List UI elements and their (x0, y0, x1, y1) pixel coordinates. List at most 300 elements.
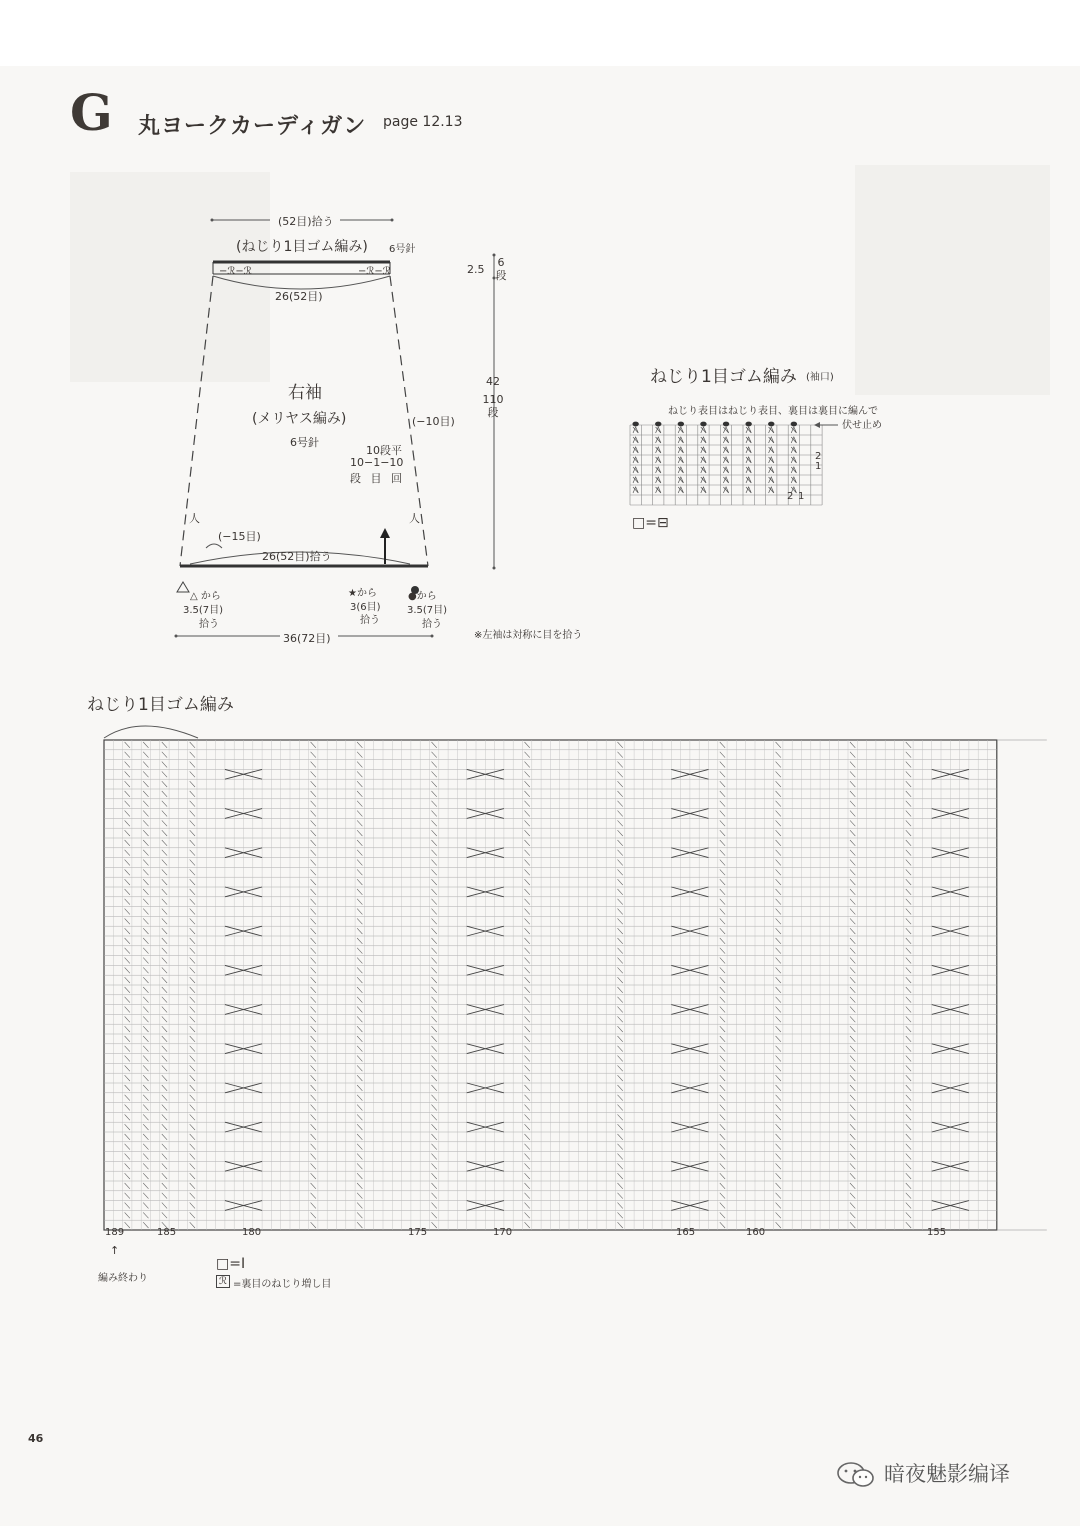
twisted-stitch-mark (143, 771, 148, 777)
twisted-stitch-mark (311, 781, 316, 787)
top-band-marks-right: −ℛ−ℛ (358, 266, 391, 277)
twisted-stitch-mark (357, 1036, 362, 1042)
pickup-triangle-1: △ から (190, 591, 221, 602)
twisted-stitch-mark (850, 1007, 855, 1013)
top-needle-label: 6号針 (389, 244, 416, 255)
twisted-stitch-mark (125, 1114, 130, 1120)
bind-off-mark (768, 422, 774, 427)
twisted-stitch-mark (432, 1046, 437, 1052)
twisted-stitch-mark (432, 1163, 437, 1169)
twisted-stitch-mark (525, 938, 530, 944)
twisted-stitch-mark (162, 1026, 167, 1032)
cuff-col-number-1: 1 (798, 491, 805, 502)
twisted-stitch-mark (906, 1193, 911, 1199)
twisted-stitch-mark (525, 1183, 530, 1189)
twisted-stitch-mark (850, 791, 855, 797)
twisted-stitch-mark (906, 1212, 911, 1218)
twisted-stitch-mark (525, 752, 530, 758)
twisted-stitch-mark (311, 830, 316, 836)
twisted-stitch-mark (776, 1085, 781, 1091)
top-band-marks-left: −ℛ−ℛ (219, 266, 252, 277)
twisted-stitch-mark (190, 879, 195, 885)
twisted-stitch-mark (906, 860, 911, 866)
twisted-stitch-mark (143, 928, 148, 934)
twisted-stitch-mark (525, 860, 530, 866)
twisted-stitch-mark (357, 752, 362, 758)
twisted-stitch-mark (432, 762, 437, 768)
twisted-knit-symbol (656, 437, 661, 443)
twisted-stitch-mark (143, 1026, 148, 1032)
twisted-stitch-mark (906, 1134, 911, 1140)
twisted-stitch-mark (720, 820, 725, 826)
twisted-stitch-mark (432, 879, 437, 885)
twisted-stitch-mark (190, 850, 195, 856)
twisted-stitch-mark (143, 1114, 148, 1120)
twisted-stitch-mark (432, 1065, 437, 1071)
twisted-stitch-mark (125, 967, 130, 973)
twisted-stitch-mark (143, 958, 148, 964)
twisted-stitch-mark (190, 1193, 195, 1199)
pickup-star-3: 拾う (360, 615, 380, 626)
twisted-stitch-mark (311, 1075, 316, 1081)
twisted-stitch-mark (906, 1163, 911, 1169)
pickup-star-1: ★から (348, 588, 377, 599)
twisted-stitch-mark (432, 938, 437, 944)
twisted-stitch-mark (311, 801, 316, 807)
twisted-stitch-mark (190, 860, 195, 866)
twisted-stitch-mark (357, 840, 362, 846)
twisted-stitch-mark (125, 1065, 130, 1071)
band-height-rows-1: 6 (497, 256, 505, 269)
twisted-stitch-mark (432, 811, 437, 817)
twisted-stitch-mark (311, 948, 316, 954)
twisted-stitch-mark (357, 997, 362, 1003)
twisted-stitch-mark (125, 811, 130, 817)
twisted-stitch-mark (432, 909, 437, 915)
twisted-stitch-mark (776, 879, 781, 885)
twisted-stitch-mark (720, 997, 725, 1003)
twisted-stitch-mark (618, 899, 623, 905)
twisted-stitch-mark (162, 1144, 167, 1150)
twisted-stitch-mark (357, 909, 362, 915)
twisted-stitch-mark (618, 1183, 623, 1189)
twisted-stitch-mark (143, 1183, 148, 1189)
symmetry-note: ※左袖は対称に目を拾う (474, 630, 583, 641)
twisted-stitch-mark (143, 860, 148, 866)
col-number-180: 180 (242, 1227, 262, 1238)
twisted-stitch-mark (618, 1065, 623, 1071)
twisted-stitch-mark (125, 752, 130, 758)
twisted-stitch-mark (162, 791, 167, 797)
twisted-stitch-mark (190, 781, 195, 787)
pickup-triangle-2: 3.5(7目) (183, 605, 224, 616)
twisted-stitch-mark (125, 840, 130, 846)
twisted-stitch-mark (906, 938, 911, 944)
col-number-155: 155 (927, 1227, 947, 1238)
section-letter: G (70, 83, 113, 142)
twisted-stitch-mark (357, 948, 362, 954)
twisted-stitch-mark (720, 1105, 725, 1111)
twisted-stitch-mark (525, 987, 530, 993)
cuff-chart-subtitle: (袖口) (806, 372, 834, 383)
sleeve-name: 右袖 (288, 383, 322, 403)
twisted-stitch-mark (162, 1154, 167, 1160)
twisted-stitch-mark (357, 1203, 362, 1209)
twisted-stitch-mark (190, 762, 195, 768)
twisted-stitch-mark (618, 830, 623, 836)
twisted-stitch-mark (906, 1105, 911, 1111)
twisted-knit-symbol (723, 447, 728, 453)
twisted-stitch-mark (525, 820, 530, 826)
twisted-stitch-mark (125, 1085, 130, 1091)
twisted-stitch-mark (525, 791, 530, 797)
twisted-stitch-mark (850, 771, 855, 777)
twisted-stitch-mark (906, 879, 911, 885)
twisted-stitch-mark (162, 840, 167, 846)
twisted-stitch-mark (125, 869, 130, 875)
twisted-stitch-mark (525, 1203, 530, 1209)
twisted-stitch-mark (776, 928, 781, 934)
twisted-stitch-mark (618, 771, 623, 777)
twisted-stitch-mark (432, 948, 437, 954)
twisted-knit-symbol (656, 467, 661, 473)
twisted-stitch-mark (720, 918, 725, 924)
twisted-stitch-mark (850, 948, 855, 954)
twisted-stitch-mark (162, 958, 167, 964)
twisted-stitch-mark (618, 869, 623, 875)
twisted-stitch-mark (143, 869, 148, 875)
twisted-stitch-mark (720, 1026, 725, 1032)
twisted-stitch-mark (125, 938, 130, 944)
twisted-stitch-mark (906, 967, 911, 973)
twisted-stitch-mark (850, 918, 855, 924)
twisted-stitch-mark (190, 1222, 195, 1228)
twisted-stitch-mark (776, 1193, 781, 1199)
twisted-stitch-mark (906, 909, 911, 915)
twisted-stitch-mark (190, 928, 195, 934)
twisted-stitch-mark (720, 781, 725, 787)
twisted-stitch-mark (525, 1105, 530, 1111)
twisted-stitch-mark (432, 1193, 437, 1199)
twisted-stitch-mark (432, 899, 437, 905)
twisted-stitch-mark (143, 918, 148, 924)
twisted-stitch-mark (906, 742, 911, 748)
twisted-stitch-mark (162, 752, 167, 758)
twisted-stitch-mark (143, 762, 148, 768)
twisted-stitch-mark (850, 1114, 855, 1120)
twisted-stitch-mark (311, 1212, 316, 1218)
twisted-stitch-mark (525, 928, 530, 934)
page-title: 丸ヨークカーディガン (138, 114, 367, 139)
top-pickup-label: (52目)拾う (278, 215, 334, 228)
twisted-stitch-mark (432, 801, 437, 807)
twisted-stitch-mark (143, 1124, 148, 1130)
twisted-stitch-mark (720, 1222, 725, 1228)
twisted-stitch-mark (720, 1193, 725, 1199)
twisted-stitch-mark (850, 1193, 855, 1199)
decrease-rule-3: 段 目 回 (350, 472, 405, 485)
twisted-stitch-mark (776, 742, 781, 748)
twisted-stitch-mark (162, 811, 167, 817)
twisted-stitch-mark (720, 899, 725, 905)
twisted-stitch-mark (357, 1193, 362, 1199)
twisted-stitch-mark (850, 997, 855, 1003)
twisted-stitch-mark (125, 1075, 130, 1081)
twisted-stitch-mark (162, 1046, 167, 1052)
twisted-stitch-mark (311, 840, 316, 846)
twisted-stitch-mark (776, 948, 781, 954)
twisted-stitch-mark (143, 811, 148, 817)
twisted-stitch-mark (357, 938, 362, 944)
cuff-instruction: ねじり表目はねじり表目、裏目は裏目に編んで (668, 406, 878, 417)
twisted-stitch-mark (776, 1065, 781, 1071)
twisted-stitch-mark (720, 791, 725, 797)
twisted-knit-symbol (746, 487, 751, 493)
twisted-stitch-mark (850, 987, 855, 993)
twisted-stitch-mark (618, 879, 623, 885)
twisted-stitch-mark (618, 762, 623, 768)
twisted-stitch-mark (311, 1016, 316, 1022)
twisted-stitch-mark (357, 762, 362, 768)
twisted-stitch-mark (311, 1222, 316, 1228)
twisted-stitch-mark (776, 1114, 781, 1120)
twisted-stitch-mark (720, 1134, 725, 1140)
twisted-stitch-mark (162, 918, 167, 924)
increase-symbol: ℛ (216, 1275, 230, 1288)
twisted-stitch-mark (776, 830, 781, 836)
twisted-stitch-mark (162, 987, 167, 993)
twisted-stitch-mark (311, 1163, 316, 1169)
twisted-stitch-mark (906, 948, 911, 954)
twisted-stitch-mark (525, 1222, 530, 1228)
twisted-stitch-mark (357, 1046, 362, 1052)
twisted-stitch-mark (190, 1075, 195, 1081)
twisted-stitch-mark (143, 801, 148, 807)
twisted-stitch-mark (143, 1212, 148, 1218)
twisted-stitch-mark (190, 752, 195, 758)
twisted-stitch-mark (776, 1046, 781, 1052)
twisted-stitch-mark (125, 830, 130, 836)
twisted-stitch-mark (720, 1173, 725, 1179)
twisted-stitch-mark (850, 1026, 855, 1032)
twisted-stitch-mark (162, 1114, 167, 1120)
twisted-stitch-mark (906, 987, 911, 993)
wechat-logo-icon (836, 1461, 876, 1489)
twisted-stitch-mark (162, 1183, 167, 1189)
twisted-stitch-mark (776, 752, 781, 758)
twisted-stitch-mark (143, 1036, 148, 1042)
twisted-knit-symbol (791, 447, 796, 453)
twisted-stitch-mark (162, 781, 167, 787)
twisted-stitch-mark (125, 1173, 130, 1179)
twisted-stitch-mark (162, 1212, 167, 1218)
twisted-knit-symbol (678, 477, 683, 483)
twisted-stitch-mark (850, 1183, 855, 1189)
twisted-stitch-mark (850, 869, 855, 875)
twisted-stitch-mark (125, 1026, 130, 1032)
twisted-stitch-mark (432, 889, 437, 895)
twisted-stitch-mark (311, 879, 316, 885)
twisted-stitch-mark (525, 1056, 530, 1062)
twisted-stitch-mark (776, 938, 781, 944)
twisted-knit-symbol (723, 427, 728, 433)
twisted-knit-symbol (769, 427, 774, 433)
pickup-circle-2: 3.5(7目) (407, 605, 448, 616)
twisted-stitch-mark (143, 938, 148, 944)
twisted-stitch-mark (618, 918, 623, 924)
end-label: 編み終わり (98, 1273, 148, 1284)
twisted-stitch-mark (720, 938, 725, 944)
bind-off-mark (678, 422, 684, 427)
twisted-stitch-mark (432, 1203, 437, 1209)
twisted-stitch-mark (525, 762, 530, 768)
twisted-stitch-mark (850, 860, 855, 866)
twisted-knit-symbol (746, 427, 751, 433)
twisted-stitch-mark (525, 997, 530, 1003)
twisted-stitch-mark (432, 1075, 437, 1081)
twisted-stitch-mark (618, 1056, 623, 1062)
twisted-stitch-mark (311, 1046, 316, 1052)
twisted-stitch-mark (850, 1105, 855, 1111)
twisted-knit-symbol (791, 437, 796, 443)
twisted-stitch-mark (776, 967, 781, 973)
twisted-stitch-mark (525, 811, 530, 817)
twisted-stitch-mark (525, 1144, 530, 1150)
twisted-stitch-mark (720, 742, 725, 748)
twisted-stitch-mark (125, 1163, 130, 1169)
twisted-stitch-mark (125, 909, 130, 915)
twisted-stitch-mark (776, 997, 781, 1003)
twisted-stitch-mark (125, 1007, 130, 1013)
twisted-stitch-mark (618, 1075, 623, 1081)
twisted-stitch-mark (143, 889, 148, 895)
main-height-cm: 42 (486, 375, 500, 388)
twisted-stitch-mark (143, 1173, 148, 1179)
twisted-stitch-mark (850, 1036, 855, 1042)
twisted-stitch-mark (776, 869, 781, 875)
twisted-stitch-mark (143, 1154, 148, 1160)
twisted-stitch-mark (618, 1154, 623, 1160)
twisted-stitch-mark (776, 1134, 781, 1140)
twisted-stitch-mark (357, 860, 362, 866)
twisted-stitch-mark (906, 1056, 911, 1062)
twisted-stitch-mark (850, 850, 855, 856)
twisted-stitch-mark (850, 1163, 855, 1169)
twisted-stitch-mark (125, 997, 130, 1003)
twisted-stitch-mark (525, 1154, 530, 1160)
twisted-knit-symbol (656, 487, 661, 493)
twisted-stitch-mark (190, 977, 195, 983)
twisted-stitch-mark (125, 801, 130, 807)
twisted-stitch-mark (143, 1046, 148, 1052)
twisted-knit-symbol (633, 487, 638, 493)
twisted-stitch-mark (525, 1095, 530, 1101)
twisted-stitch-mark (776, 1007, 781, 1013)
twisted-stitch-mark (162, 860, 167, 866)
twisted-stitch-mark (906, 899, 911, 905)
twisted-stitch-mark (432, 1114, 437, 1120)
twisted-stitch-mark (850, 840, 855, 846)
twisted-stitch-mark (776, 1105, 781, 1111)
twisted-stitch-mark (720, 850, 725, 856)
twisted-stitch-mark (311, 1065, 316, 1071)
twisted-stitch-mark (525, 977, 530, 983)
twisted-stitch-mark (190, 830, 195, 836)
twisted-stitch-mark (190, 1065, 195, 1071)
twisted-stitch-mark (311, 958, 316, 964)
twisted-stitch-mark (432, 987, 437, 993)
twisted-stitch-mark (525, 879, 530, 885)
twisted-stitch-mark (906, 1144, 911, 1150)
twisted-stitch-mark (357, 1085, 362, 1091)
twisted-stitch-mark (357, 1163, 362, 1169)
main-chart-grid (90, 712, 1065, 1232)
twisted-stitch-mark (432, 840, 437, 846)
cuff-bind-off: 伏せ止め (842, 420, 882, 431)
twisted-stitch-mark (720, 1036, 725, 1042)
twisted-stitch-mark (850, 899, 855, 905)
twisted-stitch-mark (125, 762, 130, 768)
twisted-stitch-mark (311, 967, 316, 973)
twisted-stitch-mark (190, 1124, 195, 1130)
twisted-stitch-mark (432, 781, 437, 787)
twisted-stitch-mark (618, 977, 623, 983)
twisted-stitch-mark (618, 928, 623, 934)
twisted-stitch-mark (618, 1212, 623, 1218)
twisted-stitch-mark (525, 1007, 530, 1013)
twisted-stitch-mark (162, 820, 167, 826)
twisted-stitch-mark (432, 1222, 437, 1228)
twisted-knit-symbol (701, 427, 706, 433)
twisted-stitch-mark (776, 771, 781, 777)
twisted-stitch-mark (850, 938, 855, 944)
twisted-stitch-mark (357, 987, 362, 993)
twisted-stitch-mark (357, 889, 362, 895)
twisted-stitch-mark (776, 860, 781, 866)
twisted-stitch-mark (162, 1056, 167, 1062)
twisted-stitch-mark (906, 801, 911, 807)
twisted-stitch-mark (190, 840, 195, 846)
twisted-stitch-mark (432, 1007, 437, 1013)
twisted-stitch-mark (432, 820, 437, 826)
twisted-knit-symbol (678, 467, 683, 473)
twisted-stitch-mark (618, 1095, 623, 1101)
twisted-stitch-mark (720, 1144, 725, 1150)
twisted-stitch-mark (525, 1016, 530, 1022)
twisted-stitch-mark (311, 752, 316, 758)
twisted-stitch-mark (776, 987, 781, 993)
twisted-stitch-mark (125, 948, 130, 954)
twisted-stitch-mark (357, 977, 362, 983)
twisted-stitch-mark (190, 1036, 195, 1042)
twisted-stitch-mark (906, 1007, 911, 1013)
twisted-stitch-mark (190, 1026, 195, 1032)
twisted-stitch-mark (906, 840, 911, 846)
twisted-stitch-mark (143, 752, 148, 758)
twisted-stitch-mark (776, 1203, 781, 1209)
twisted-stitch-mark (850, 1046, 855, 1052)
twisted-stitch-mark (720, 860, 725, 866)
twisted-stitch-mark (190, 918, 195, 924)
twisted-stitch-mark (190, 1007, 195, 1013)
twisted-stitch-mark (190, 1183, 195, 1189)
twisted-knit-symbol (791, 427, 796, 433)
twisted-stitch-mark (720, 752, 725, 758)
twisted-stitch-mark (125, 742, 130, 748)
main-legend-1: □=Ⅰ (216, 1256, 246, 1272)
twisted-stitch-mark (311, 889, 316, 895)
twisted-stitch-mark (311, 1026, 316, 1032)
